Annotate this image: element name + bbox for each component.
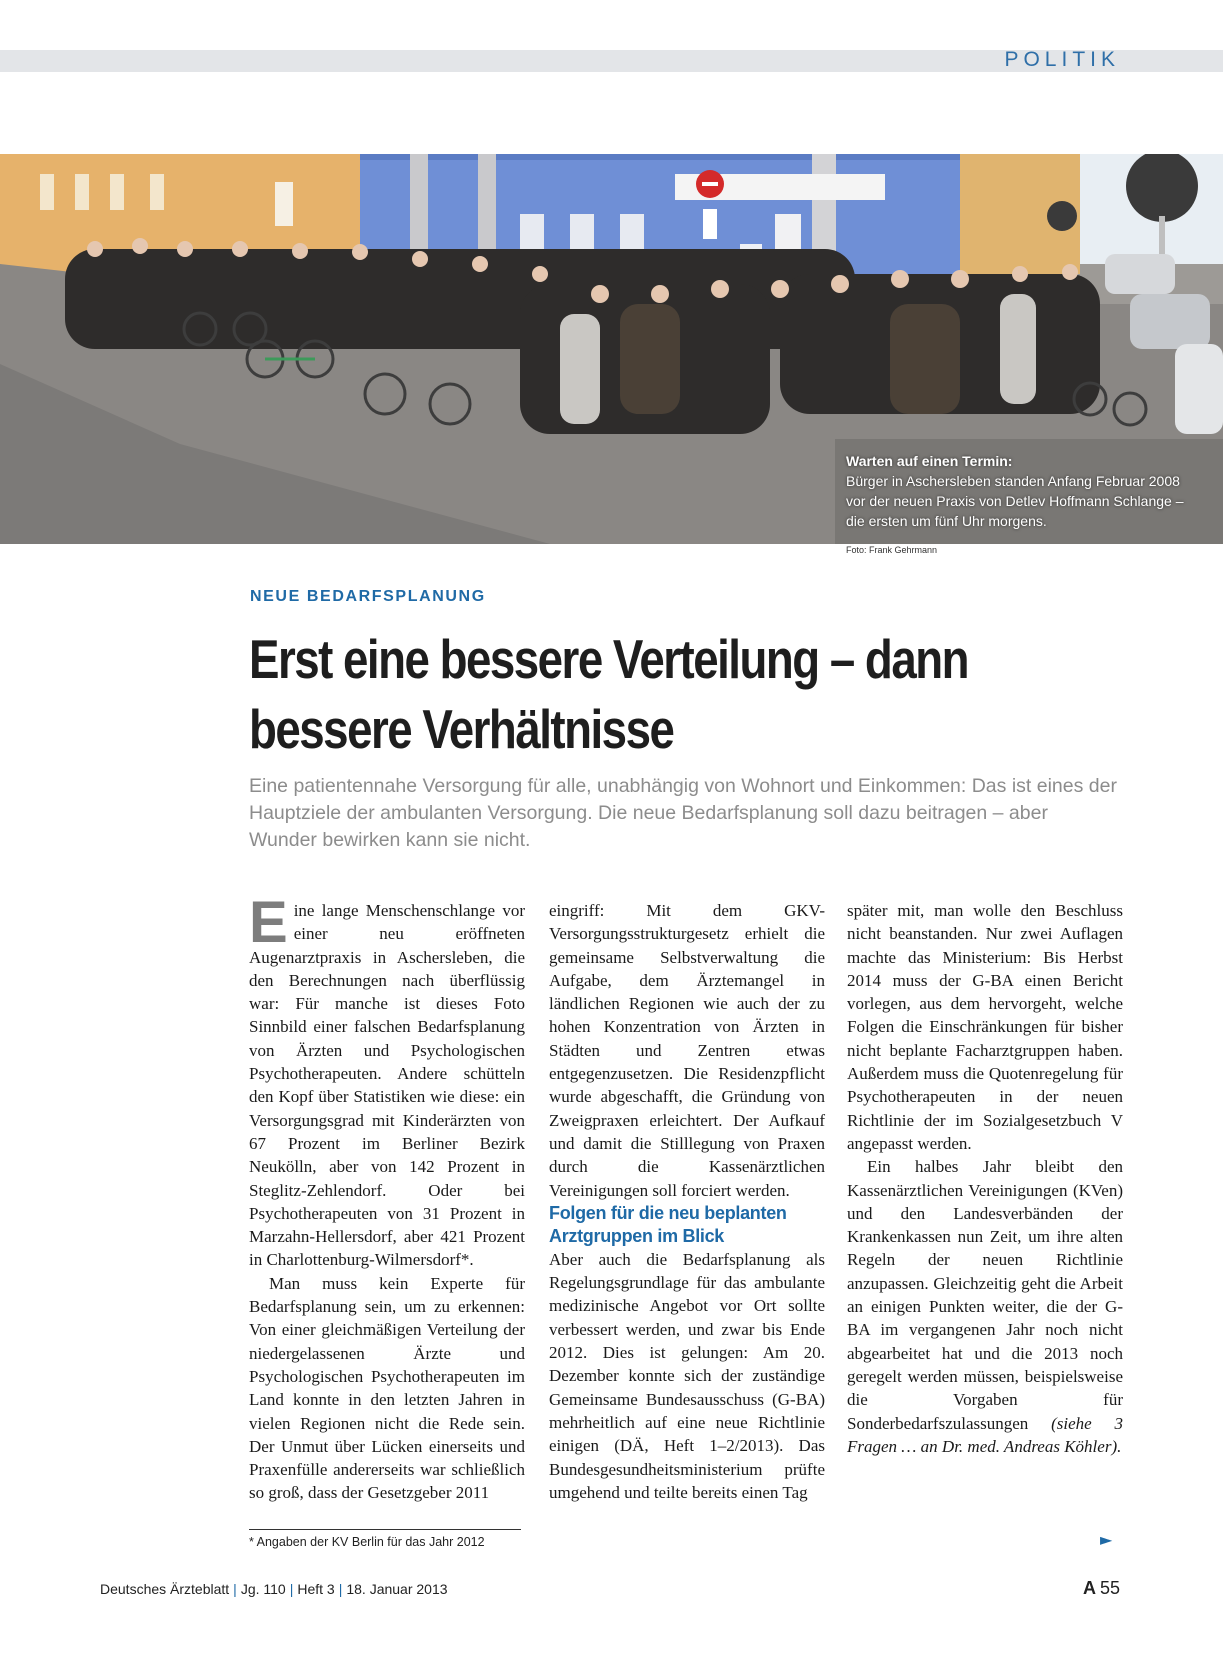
article-column-3 (847, 899, 1123, 1458)
footnote: * Angaben der KV Berlin für das Jahr 2012 (249, 1535, 485, 1549)
paragraph-1-text: ine lange Menschenschlange vor einer neu eröffneten Augenarztpraxis in Aschersleben, die den Berechnungen nach überflüssig war: Für manche ist dieses Foto Sinnbild einer falschen Bedarfsplanung von Ärzten und Psychologischen Psychotherapeuten. Andere schütteln den Kopf über Statistiken wie diese: ein Versorgungsgrad mit Kinderärzten von 67 Prozent im Berliner Bezirk Neukölln, aber von 142 Prozent in Steglitz-Zehlendorf. Oder bei Psychotherapeuten von 31 Prozent in Marzahn-Hellersdorf, aber 421 Prozent in Charlottenburg-Wilmersdorf*. (249, 901, 525, 1270)
journal-issue: Heft 3 (297, 1581, 335, 1597)
article-paragraph-4 (847, 1155, 1123, 1458)
page-footer (100, 1581, 448, 1597)
article-headline: Erst eine bessere Verteilung – dann bessere Verhältnisse (249, 628, 969, 760)
paragraph-4-text: Ein halbes Jahr bleibt den Kassenärztlichen Vereinigungen (KVen) und den Landesverbänden der Krankenkassen nun Zeit, um ihre alten Regeln der neuen Richtlinie anzupassen. Gleichzeitig geht die Arbeit an einigen Punkten weiter, die der G-BA im vergangenen Jahr noch nicht abgearbeitet hat und die 2013 noch geregelt werden müssen, beispielsweise die Vorgaben für Sonderbedarfszulassungen (847, 1157, 1123, 1433)
photo-caption (846, 451, 1186, 531)
section-label: POLITIK (1004, 48, 1120, 71)
article-kicker: NEUE BEDARFSPLANUNG (250, 588, 486, 605)
page-prefix: A (1082, 1578, 1096, 1598)
drop-cap: E (249, 890, 288, 955)
article-paragraph-3: Aber auch die Bedarfsplanung als Regelungsgrundlage für das ambulante medizinische Angebot vor Ort sollte verbessert werden, und zwar bis Ende 2012. Dies ist gelungen: Am 20. Dezember konnte sich der zuständige Gemeinsame Bundesausschuss (G-BA) mehrheitlich auf eine neue Richtlinie einigen (DÄ, Heft 1–2/2013). Das Bundesgesundheitsministerium prüfte umgehend und teilte bereits einen Tag (549, 1249, 825, 1502)
photo-caption-text: Bürger in Aschersleben standen Anfang Februar 2008 vor der neuen Praxis von Detlev Hoffmann Schlange – die ersten um fünf Uhr morgens. (846, 473, 1184, 529)
continue-arrow-icon: ► (1100, 1530, 1113, 1549)
article-subhead: Folgen für die neu beplanten Arztgruppen im Blick (549, 1202, 787, 1246)
article-deck: Eine patientennahe Versorgung für alle, unabhängig von Wohnort und Einkommen: Das ist eines der Hauptziele der ambulanten Versorgung. Die neue Bedarfsplanung soll dazu beitragen – aber Wunder bewirken kann sie nicht. (249, 775, 1117, 851)
footnote-rule (249, 1529, 521, 1530)
journal-volume: Jg. 110 (240, 1581, 286, 1597)
article-paragraph-2-continued: eingriff: Mit dem GKV-Versorgungsstrukturgesetz erhielt die gemeinsame Selbstverwaltung die Aufgabe, dem Ärztemangel in ländlichen Regionen wie auch der zu hohen Konzentration von Ärzten in Städten und Zentren etwas entgegenzusetzen. Die Residenzpflicht wurde abgeschafft, die Gründung von Zweigpraxen erleichtert. Der Aufkauf und damit die Stilllegung von Praxen durch die Kassenärztlichen Vereinigungen soll forciert werden. (549, 901, 825, 1200)
journal-name: Deutsches Ärzteblatt (100, 1581, 230, 1597)
footer-separator: | (338, 1581, 343, 1597)
page-number-value: 55 (1099, 1578, 1120, 1598)
article-column-2 (549, 899, 825, 1504)
article-paragraph-3-continued: später mit, man wolle den Beschluss nicht beanstanden. Nur zwei Auflagen machte das Ministerium: Bis Herbst 2014 muss der G-BA einen Bericht vorlegen, aus dem hervorgeht, welche Folgen die Einschränkungen für bisher nicht beplante Facharztgruppen haben. Außerdem muss die Quotenregelung für Psychotherapeuten in der neuen Richtlinie der im Sozialgesetzbuch V angepasst werden. (847, 901, 1123, 1153)
photo-credit: Foto: Frank Gehrmann (846, 545, 938, 555)
article-paragraph-1 (249, 890, 525, 1272)
cross-reference: (siehe 3 Fragen … an Dr. med. Andreas Köhler). (847, 1413, 1123, 1456)
article-photo (0, 154, 1223, 544)
article-column-1 (249, 890, 525, 1505)
footer-separator: | (233, 1581, 237, 1597)
photo-caption-title: Warten auf einen Termin: (846, 453, 1013, 469)
footer-separator: | (289, 1581, 294, 1597)
issue-date: 18. Januar 2013 (346, 1581, 448, 1597)
page-number (1083, 1578, 1120, 1599)
article-paragraph-2: Man muss kein Experte für Bedarfsplanung sein, um zu erkennen: Von einer gleichmäßigen Verteilung der niedergelassenen Ärzte und Psychologischen Psychotherapeuten im Land konnte in den letzten Jahren in vielen Regionen nicht die Rede sein. Der Unmut über Lücken einerseits und Praxenfülle andererseits war schließlich so groß, dass der Gesetzgeber 2011 (249, 1273, 525, 1503)
